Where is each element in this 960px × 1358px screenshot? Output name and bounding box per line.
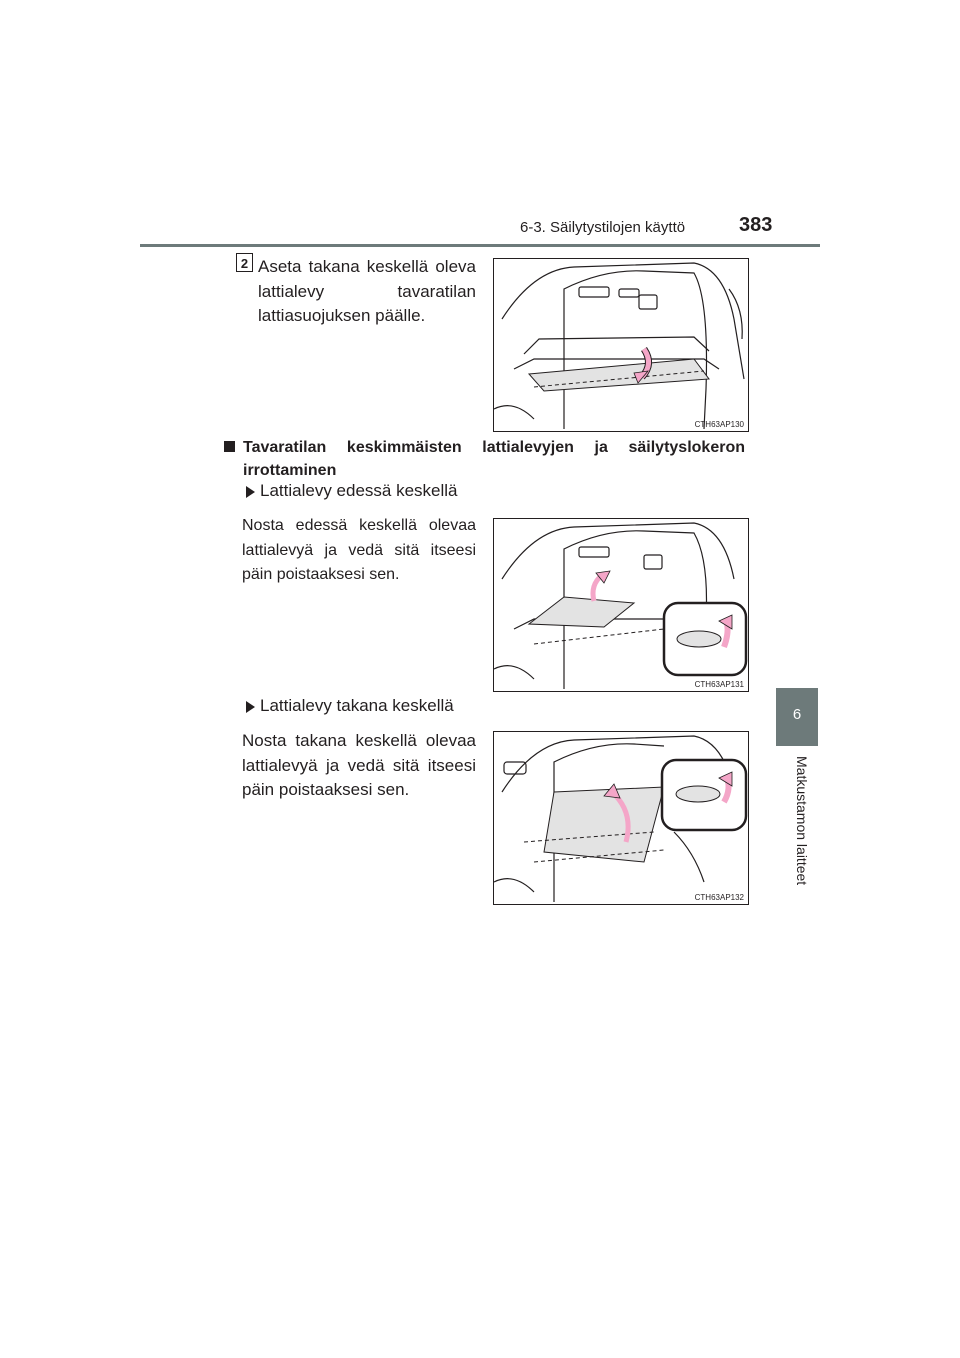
header-rule	[140, 244, 820, 247]
figure-code: CTH63AP131	[694, 680, 744, 689]
item-title: Lattialevy edessä keskellä	[260, 481, 458, 500]
step-number: 2	[236, 253, 253, 272]
triangle-bullet-icon	[246, 701, 255, 713]
heading-square-icon	[224, 441, 235, 452]
section-title: 6-3. Säilytystilojen käyttö	[520, 219, 686, 236]
item-text: Nosta takana keskellä olevaa lattialevyä ja vedä sitä itseesi päin poistaaksesi sen.	[242, 731, 476, 799]
figure-front-panel	[493, 518, 749, 692]
section-heading: Tavaratilan keskimmäisten lattialevyjen ja säilytyslokeron irrottaminen	[243, 439, 745, 479]
chapter-label	[780, 756, 820, 896]
chapter-label-text: Matkustamon laitteet	[794, 756, 810, 886]
page-number: 383	[739, 214, 773, 236]
triangle-bullet-icon	[246, 486, 255, 498]
item-title: Lattialevy takana keskellä	[260, 696, 454, 715]
item-text: Nosta edessä keskellä olevaa lattialevyä ja vedä sitä itseesi päin poistaaksesi sen.	[242, 517, 476, 583]
figure-code: CTH63AP130	[694, 420, 744, 429]
figure-step2	[493, 258, 749, 432]
step-text: Aseta takana keskellä oleva lattialevy tavaratilan lattiasuojuksen päälle.	[258, 257, 476, 325]
figure-code: CTH63AP132	[694, 893, 744, 902]
figure-rear-panel	[493, 731, 749, 905]
chapter-number: 6	[792, 706, 802, 723]
